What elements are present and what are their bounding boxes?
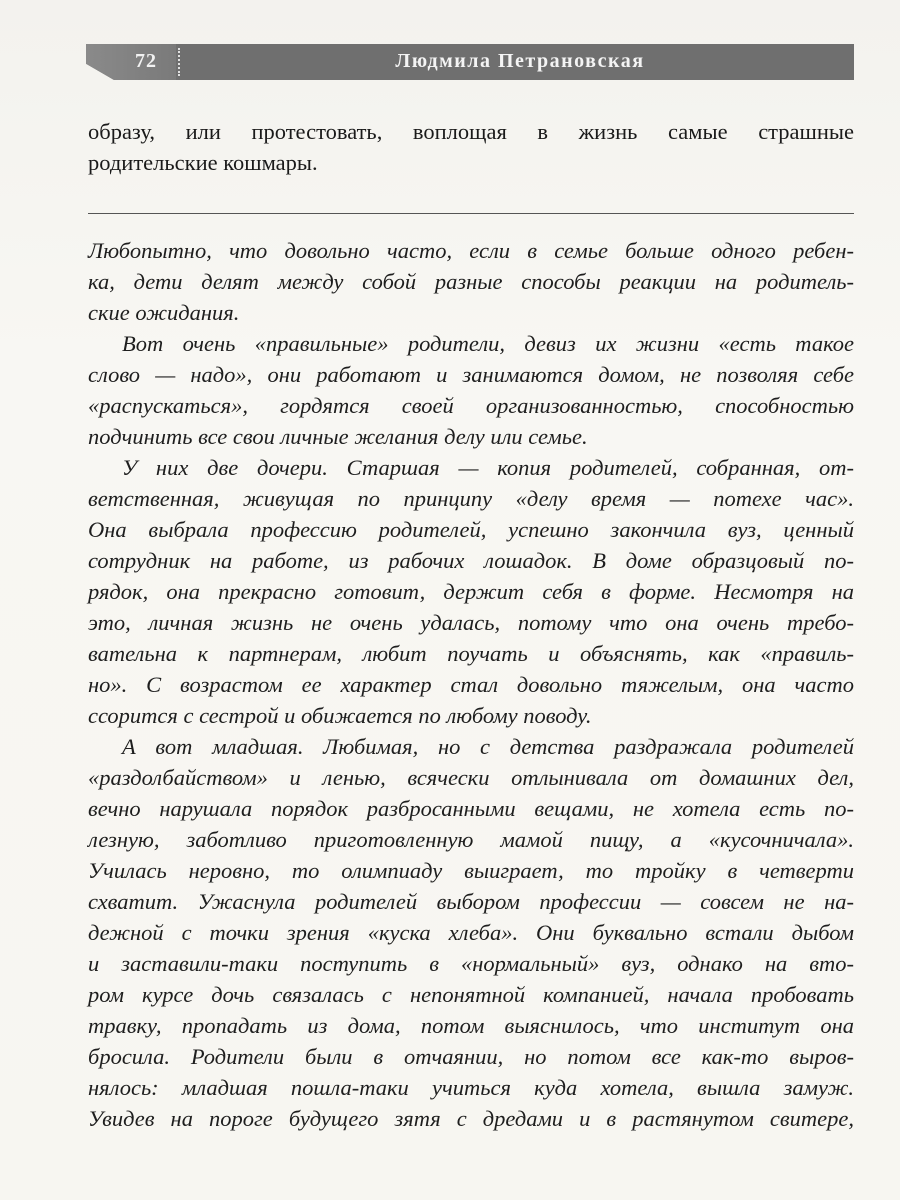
text-line: ром курсе дочь связалась с непонятной компанией, начала пробовать	[88, 982, 854, 1007]
text-line: ка, дети делят между собой разные способы реакции на родитель-	[88, 269, 854, 294]
text-line: ссорится с сестрой и обижается по любому поводу.	[88, 703, 592, 728]
section-divider-rule	[88, 213, 854, 214]
text-line: У них две дочери. Старшая — копия родителей, собранная, от-	[122, 455, 854, 480]
text-line: Она выбрала профессию родителей, успешно закончила вуз, ценный	[88, 517, 854, 542]
header-divider	[178, 48, 182, 76]
text-line: это, личная жизнь не очень удалась, потому что она очень требо-	[88, 610, 854, 635]
text-line: рядок, она прекрасно готовит, держит себя в форме. Несмотря на	[88, 579, 854, 604]
text-line: Училась неровно, то олимпиаду выиграет, то тройку в четверти	[88, 858, 854, 883]
inset-paragraph	[88, 731, 854, 1134]
text-line: дежной с точки зрения «куска хлеба». Они буквально встали дыбом	[88, 920, 854, 945]
page-number: 72	[135, 50, 157, 72]
text-line: Увидев на пороге будущего зятя с дредами и в растянутом свитере,	[88, 1106, 854, 1131]
text-line: слово — надо», они работают и занимаются домом, не позволяя себе	[88, 362, 854, 387]
text-line: нялось: младшая пошла-таки учиться куда хотела, вышла замуж.	[88, 1075, 854, 1100]
text-line: родительские кошмары.	[88, 150, 318, 175]
text-line: Вот очень «правильные» родители, девиз их жизни «есть такое	[122, 331, 854, 356]
inset-paragraph	[88, 235, 854, 328]
text-line: сотрудник на работе, из рабочих лошадок. В доме образцовый по-	[88, 548, 854, 573]
text-line: и заставили-таки поступить в «нормальный» вуз, однако на вто-	[88, 951, 854, 976]
text-line: ветственная, живущая по принципу «делу время — потехе час».	[88, 486, 854, 511]
text-line: схватит. Ужаснула родителей выбором профессии — совсем не на-	[88, 889, 854, 914]
text-line: А вот младшая. Любимая, но с детства раздражала родителей	[122, 734, 854, 759]
text-line: «распускаться», гордятся своей организованностью, способностью	[88, 393, 854, 418]
text-line: лезную, заботливо приготовленную мамой пищу, а «кусочничала».	[88, 827, 854, 852]
text-line: травку, пропадать из дома, потом выяснилось, что институт она	[88, 1013, 854, 1038]
text-line: «раздолбайством» и ленью, всячески отлынивала от домашних дел,	[88, 765, 854, 790]
text-line: вательна к партнерам, любит поучать и объяснять, как «правиль-	[88, 641, 854, 666]
text-line: Любопытно, что довольно часто, если в семье больше одного ребен-	[88, 238, 854, 263]
italic-inset-block	[88, 235, 854, 1134]
main-paragraph	[88, 116, 854, 178]
text-line: ские ожидания.	[88, 300, 240, 325]
text-line: образу, или протестовать, воплощая в жизнь самые страшные	[88, 119, 854, 144]
running-title-author: Людмила Петрановская	[395, 50, 645, 72]
inset-paragraph	[88, 452, 854, 731]
running-header	[86, 44, 854, 80]
text-line: подчинить все свои личные желания делу или семье.	[88, 424, 588, 449]
text-line: бросила. Родители были в отчаянии, но потом все как-то выров-	[88, 1044, 854, 1069]
text-line: но». С возрастом ее характер стал довольно тяжелым, она часто	[88, 672, 854, 697]
text-line: вечно нарушала порядок разбросанными вещами, не хотела есть по-	[88, 796, 854, 821]
inset-paragraph	[88, 328, 854, 452]
